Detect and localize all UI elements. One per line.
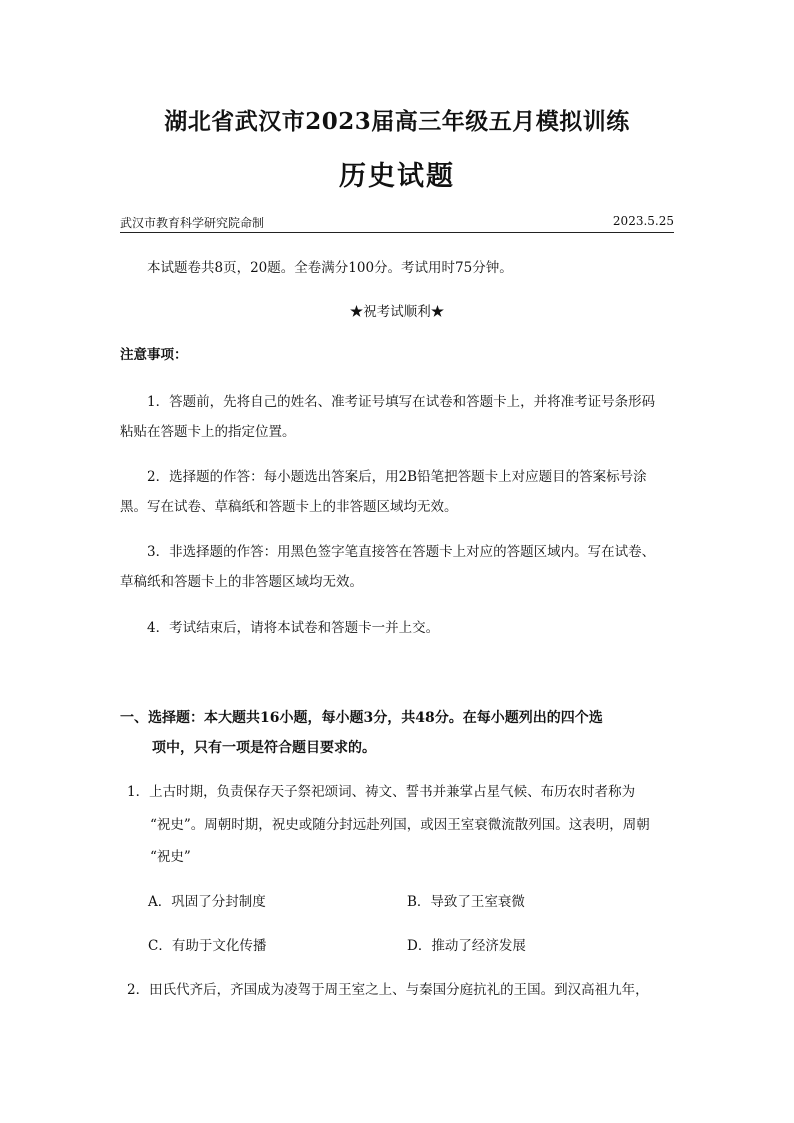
issuer-bar (120, 214, 674, 233)
section-1-heading-line-1: 一、选择题：本大题共16小题，每小题3分，共48分。在每小题列出的四个选 (120, 710, 603, 726)
page-title: 湖北省武汉市2023届高三年级五月模拟训练 (164, 108, 630, 135)
question-2-line-1: 2．田氏代齐后，齐国成为凌驾于周王室之上、与秦国分庭抗礼的王国。到汉高祖九年， (127, 982, 649, 998)
note-1-line-1: 1．答题前，先将自己的姓名、准考证号填写在试卷和答题卡上，并将准考证号条形码 (147, 394, 656, 410)
good-luck-wish: ★祝考试顺利★ (349, 304, 445, 320)
note-1-line-2: 粘贴在答题卡上的指定位置。 (120, 424, 296, 440)
question-1-option-c: C．有助于文化传播 (148, 938, 267, 954)
issuer-text: 武汉市教育科学研究院命制 (120, 216, 265, 230)
notes-heading: 注意事项： (120, 347, 188, 363)
note-2-line-2: 黑。写在试卷、草稿纸和答题卡上的非答题区域均无效。 (120, 499, 458, 515)
exam-date: 2023.5.25 (612, 214, 674, 228)
question-1-line-2: “祝史”。周朝时期，祝史或随分封远赴列国，或因王室衰微流散列国。这表明，周朝 (150, 817, 650, 833)
question-1-option-b: B．导致了王室衰微 (407, 894, 525, 910)
exam-subject-title: 历史试题 (339, 161, 455, 192)
question-1-line-3: “祝史” (150, 849, 191, 865)
note-3-line-1: 3．非选择题的作答：用黑色签字笔直接答在答题卡上对应的答题区域内。写在试卷、 (147, 544, 656, 560)
note-3-line-2: 草稿纸和答题卡上的非答题区域均无效。 (120, 574, 363, 590)
note-4: 4．考试结束后，请将本试卷和答题卡一并上交。 (147, 620, 440, 636)
note-2-line-1: 2．选择题的作答：每小题选出答案后，用2B铅笔把答题卡上对应题目的答案标号涂 (147, 469, 647, 485)
question-1-option-a: A．巩固了分封制度 (148, 894, 266, 910)
section-1-heading-line-2: 项中，只有一项是符合题目要求的。 (152, 740, 376, 756)
exam-summary: 本试题卷共8页，20题。全卷满分100分。考试用时75分钟。 (147, 260, 513, 276)
question-1-option-d: D．推动了经济发展 (407, 938, 526, 954)
question-1-line-1: 1．上古时期，负责保存天子祭祀颂词、祷文、誓书并兼掌占星气候、布历农时者称为 (127, 784, 636, 800)
